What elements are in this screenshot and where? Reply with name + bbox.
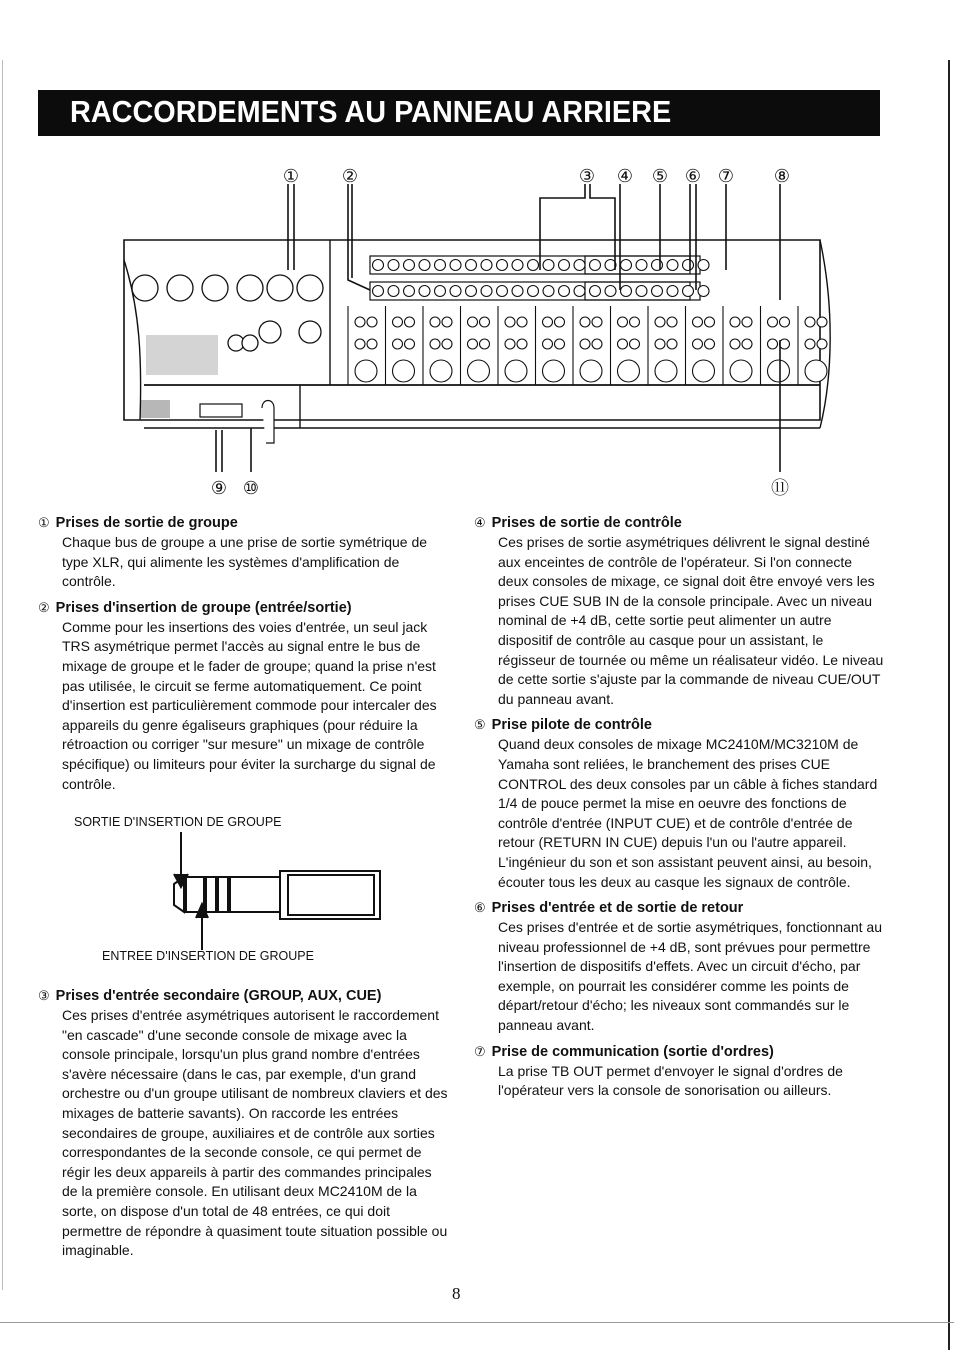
section-5 [474,715,884,892]
channel-xlr-input [730,360,752,382]
channel-jack [592,317,602,327]
sub-jack [605,286,616,297]
sub-jack [667,286,678,297]
section-3-title: Prises d'entrée secondaire (GROUP, AUX, CUE) [55,988,382,1004]
sub-jack [435,260,446,271]
channel-jack [555,317,565,327]
callout-7: ⑦ [717,166,735,187]
callout-3: ③ [578,166,596,187]
channel-jack [405,339,415,349]
channel-jack [393,317,403,327]
sub-jack [373,260,384,271]
page-header-bar [38,90,880,136]
section-7-number: ⑦ [474,1043,486,1059]
channel-jack [517,317,527,327]
section-4-body: Ces prises de sortie asymétriques délivrent le signal destiné aux enceintes de contrôle de l'opérateur. Si l'on connecte deux consoles de mixage, ce signal doit être envoyé vers les prises CUE SUB IN de la console principale. Avec un niveau nominal de +4 dB, cette sortie peut alimenter un autre dispositif de contrôle au casque pour un assistant, le régisseur de tournée ou même un réalisateur vidéo. Le niveau de cette sortie s'ajuste par la commande de niveau CUE/OUT du panneau avant. [498,534,884,707]
sub-jack [698,260,709,271]
channel-xlr-input [618,360,640,382]
callout-2: ② [341,166,359,187]
channel-jack [430,317,440,327]
channel-jack [780,339,790,349]
sub-jack [419,286,430,297]
section-4-number: ④ [474,515,486,530]
insert-jack-figure [70,812,430,972]
channel-jack [630,317,640,327]
callout-4: ④ [616,166,634,187]
channel-jack [693,317,703,327]
section-6-number: ⑥ [474,900,486,916]
channel-jack [618,317,628,327]
sub-jack [621,286,632,297]
sub-jack [466,286,477,297]
section-3-body: Ces prises d'entrée asymétriques autorisent le raccordement "en cascade" d'une seconde console de mixage avec la console principale, lorsqu'un plus grand nombre d'entrées s'avère nécessaire (dans le cas, par exemple, d'un grand orchestre ou d'un groupe utilisant de nombreux claviers et des mixages de batterie savants). On raccorde les entrées secondaires de groupe, auxiliaires et de contrôle aux sorties correspondantes de la seconde console, ce qui permet de régir les deux appareils à partir des commandes principales de la première console. En utilisant deux MC2410M de la sorte, on dispose d'un total de 48 entrées, ce qui doit permettre de répondre à quasiment toute situation possible ou imaginable. [62,1007,448,1259]
left-column [38,513,448,800]
sub-jack [652,260,663,271]
section-3-number: ③ [38,988,50,1003]
sub-jack [543,260,554,271]
channel-jack [468,317,478,327]
sub-jack [404,286,415,297]
channel-jack [480,339,490,349]
channel-jack [517,339,527,349]
sub-jack [388,260,399,271]
sub-jack [388,286,399,297]
section-4-title: Prises de sortie de contrôle [491,515,682,531]
sub-jack [559,286,570,297]
section-7-body: La prise TB OUT permet d'envoyer le signal d'ordres de l'opérateur vers la console de sonorisation ou ailleurs. [498,1062,843,1099]
section-5-body: Quand deux consoles de mixage MC2410M/MC3210M de Yamaha sont reliées, le branchement des prises CUE CONTROL des deux consoles par un câble à fiches standard 1/4 de pouce permet la mise en oeuvre des fonctions de contrôle d'entrée (INPUT CUE) et de contrôle d'entrée de retour (RETURN IN CUE) depuis l'un ou l'autre appareil. L'ingénieur du son et son assistant peuvent ainsi, au besoin, écouter tous les deux au casque les signaux de contrôle. [498,736,878,890]
jack-bottom-label: ENTREE D'INSERTION DE GROUPE [102,949,314,963]
channel-xlr-input [693,360,715,382]
channel-jack [705,317,715,327]
sub-jack [450,260,461,271]
channel-jack [543,317,553,327]
section-2-number: ② [38,599,50,615]
callout-11: ⑪ [771,478,789,499]
callout-6: ⑥ [684,166,702,187]
callout-5: ⑤ [651,166,669,187]
channel-jack [655,317,665,327]
sub-jack [419,260,430,271]
channel-xlr-input [655,360,677,382]
channel-jack [705,339,715,349]
channel-jack [480,317,490,327]
channel-jack [367,339,377,349]
channel-jack [730,339,740,349]
jack-top-label: SORTIE D'INSERTION DE GROUPE [74,815,282,829]
channel-xlr-input [580,360,602,382]
sub-jack [497,286,508,297]
sub-jack [574,260,585,271]
channel-jack [655,339,665,349]
callout-numbers [211,166,790,499]
rear-panel-diagram [120,160,840,500]
channel-jack [592,339,602,349]
sub-jack [528,286,539,297]
channel-xlr-input [505,360,527,382]
sub-jack [512,286,523,297]
channel-jack [355,317,365,327]
section-7 [474,1042,884,1101]
sub-jack [481,260,492,271]
sub-jack [667,260,678,271]
section-1-number: ① [38,515,50,530]
channel-jack [817,339,827,349]
channel-jack [505,339,515,349]
sub-jack [636,260,647,271]
sub-jack [512,260,523,271]
page-right-edge [948,60,950,1350]
sub-jack [683,286,694,297]
sub-jack [559,260,570,271]
section-1 [38,513,448,592]
section-6-title: Prises d'entrée et de sortie de retour [491,900,744,917]
channel-jack [405,317,415,327]
channel-jack [630,339,640,349]
channel-jack [367,317,377,327]
channel-xlr-input [430,360,452,382]
channel-jack [742,317,752,327]
channel-jack [742,339,752,349]
section-5-title: Prise pilote de contrôle [491,717,652,734]
channel-jack [393,339,403,349]
sub-jack [450,286,461,297]
channel-jack [468,339,478,349]
sub-jack [590,286,601,297]
channel-jack [505,317,515,327]
callout-8: ⑧ [773,166,791,187]
channel-jack [618,339,628,349]
channel-jack [543,339,553,349]
section-2 [38,598,448,794]
callout-10: ⑩ [242,478,260,499]
channel-xlr-input [543,360,565,382]
section-3 [38,986,448,1261]
channel-jack [693,339,703,349]
channel-jack [580,339,590,349]
sub-jack [621,260,632,271]
channel-jack [442,317,452,327]
left-column-lower [38,986,448,1267]
sub-jack [435,286,446,297]
channel-jack [730,317,740,327]
section-1-body: Chaque bus de groupe a une prise de sortie symétrique de type XLR, qui alimente les systèmes d'amplification de contrôle. [62,534,428,590]
channel-jack [805,339,815,349]
sub-jack [543,286,554,297]
channel-jack [555,339,565,349]
channel-jack [355,339,365,349]
channel-jack [430,339,440,349]
sub-jack [636,286,647,297]
section-1-title: Prises de sortie de groupe [55,515,238,531]
channel-jack [442,339,452,349]
section-4 [474,513,884,709]
sub-jack [652,286,663,297]
channel-jack [817,317,827,327]
section-6 [474,898,884,1036]
channel-jack [667,339,677,349]
input-channel-strips [348,306,827,385]
channel-jack [780,317,790,327]
channel-xlr-input [768,360,790,382]
sub-jack [404,260,415,271]
channel-jack [667,317,677,327]
right-column [474,513,884,1107]
channel-xlr-input [393,360,415,382]
sub-jack [528,260,539,271]
sub-jack [497,260,508,271]
section-2-title: Prises d'insertion de groupe (entrée/sortie) [55,599,352,616]
sub-jack [574,286,585,297]
section-7-title: Prise de communication (sortie d'ordres) [491,1043,774,1060]
channel-jack [805,317,815,327]
sub-jack [698,286,709,297]
callout-9: ⑨ [210,478,228,499]
section-6-body: Ces prises d'entrée et de sortie asymétriques, fonctionnant au niveau professionnel de +4 dB, sont prévues pour permettre l'insertion de dispositifs d'effets. Avec un circuit d'écho, par exemple, on pourrait les considérer comme les points de départ/retour d'écho; les niveaux sont commandés sur le panneau avant. [498,919,882,1034]
section-2-body: Comme pour les insertions des voies d'entrée, un seul jack TRS asymétrique permet l'accès au signal entre le bus de mixage de groupe et le fader de groupe; quand la prise n'est pas utilisée, le circuit se ferme automatiquement. Ce point d'insertion est particulièrement commode pour intercaler des appareils du genre égaliseurs graphiques (pour réduire la rétroaction ou corriger "sur mesure" un mixage de contrôle spécifique) ou limiteurs pour éviter la surcharge du signal de contrôle. [62,618,437,792]
section-5-number: ⑤ [474,717,486,733]
trs-plug-drawing [70,832,430,962]
page-number: 8 [452,1284,461,1303]
page-left-edge [2,60,3,1290]
page-title: RACCORDEMENTS AU PANNEAU ARRIERE [70,94,672,129]
sub-jack [373,286,384,297]
sub-jack [683,260,694,271]
channel-xlr-input [355,360,377,382]
channel-xlr-input [468,360,490,382]
callout-1: ① [282,166,300,187]
sub-jack [481,286,492,297]
channel-jack [580,317,590,327]
channel-jack [768,339,778,349]
channel-xlr-input [805,360,827,382]
sub-jack [590,260,601,271]
page-bottom-edge [0,1322,954,1323]
sub-jack [466,260,477,271]
channel-jack [768,317,778,327]
